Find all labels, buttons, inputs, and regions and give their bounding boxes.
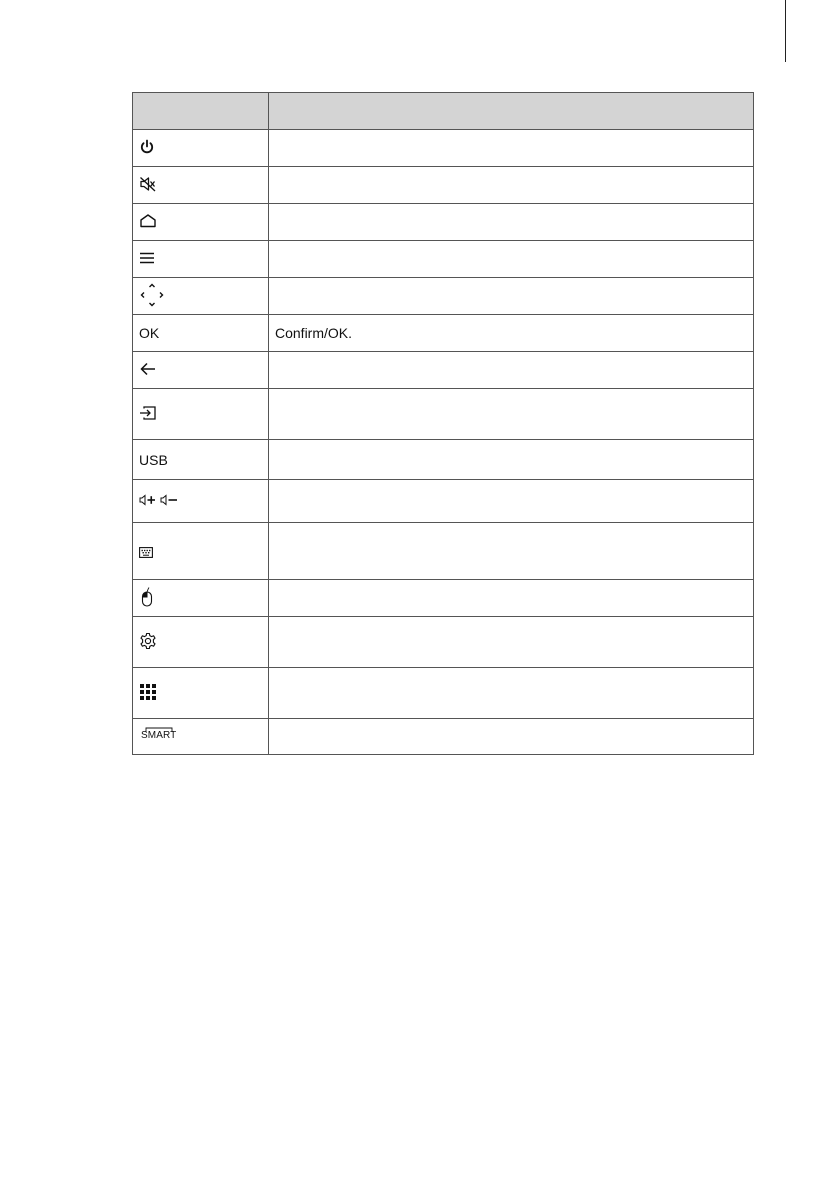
header-key-cell — [133, 93, 269, 130]
key-cell — [133, 580, 269, 617]
key-cell — [133, 480, 269, 523]
table-row — [133, 580, 754, 617]
key-cell — [133, 440, 269, 480]
function-cell — [269, 241, 754, 278]
table-row — [133, 278, 754, 315]
table-row — [133, 352, 754, 389]
mouse-icon — [139, 586, 155, 608]
menu-icon — [139, 251, 155, 265]
home-icon — [139, 213, 157, 229]
table-row — [133, 389, 754, 440]
power-icon — [139, 139, 155, 155]
function-cell — [269, 617, 754, 668]
table-row — [133, 719, 754, 755]
key-cell — [133, 204, 269, 241]
table-row — [133, 668, 754, 719]
direction-arrows-icon — [139, 282, 165, 308]
function-cell — [269, 480, 754, 523]
key-cell — [133, 719, 269, 755]
key-cell — [133, 523, 269, 580]
function-cell: Confirm/OK. — [269, 315, 754, 352]
key-cell — [133, 167, 269, 204]
apps-grid-icon — [139, 683, 157, 701]
key-cell — [133, 389, 269, 440]
key-cell — [133, 278, 269, 315]
key-cell — [133, 352, 269, 389]
table-row — [133, 440, 754, 480]
function-cell — [269, 440, 754, 480]
table-row — [133, 167, 754, 204]
key-cell — [133, 668, 269, 719]
function-cell — [269, 352, 754, 389]
key-cell — [133, 617, 269, 668]
input-source-icon — [139, 405, 157, 421]
key-cell — [133, 130, 269, 167]
function-cell — [269, 167, 754, 204]
table-row — [133, 241, 754, 278]
smart-button-label: SMART — [141, 730, 177, 741]
ok-key-label: OK — [139, 325, 160, 341]
table-header-row — [133, 93, 754, 130]
function-cell — [269, 719, 754, 755]
mute-icon — [139, 176, 157, 192]
header-function-cell — [269, 93, 754, 130]
function-cell — [269, 668, 754, 719]
function-cell — [269, 130, 754, 167]
key-cell — [133, 315, 269, 352]
table-row — [133, 480, 754, 523]
function-cell — [269, 523, 754, 580]
back-arrow-icon — [139, 361, 157, 377]
remote-keys-table — [132, 92, 754, 755]
table-row — [133, 130, 754, 167]
keyboard-icon — [139, 547, 153, 558]
function-cell — [269, 278, 754, 315]
smart-button-icon — [139, 726, 179, 744]
table-row — [133, 523, 754, 580]
function-cell — [269, 204, 754, 241]
table-row — [133, 204, 754, 241]
function-cell — [269, 389, 754, 440]
table-row — [133, 315, 754, 352]
table-row — [133, 617, 754, 668]
page-edge-rule — [785, 0, 786, 62]
usb-key-label: USB — [139, 451, 168, 468]
key-cell — [133, 241, 269, 278]
volume-up-down-icon — [139, 493, 179, 507]
settings-gear-icon — [139, 632, 157, 650]
function-cell — [269, 580, 754, 617]
